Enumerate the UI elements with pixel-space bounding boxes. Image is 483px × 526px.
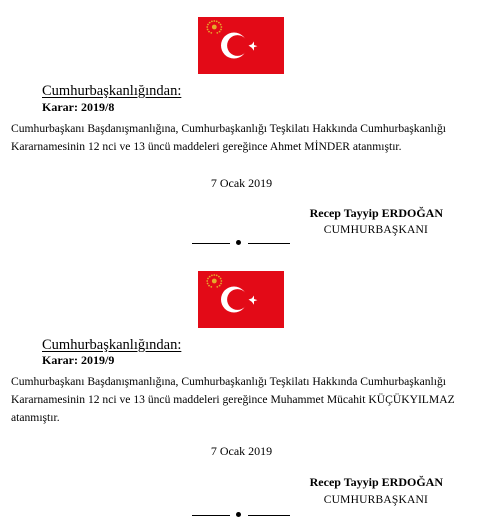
decision-date: 7 Ocak 2019 [210,176,273,190]
signer-title: CUMHURBAŞKANI [323,494,428,506]
turkish-presidential-flag-icon [198,271,284,328]
decision-body: Cumhurbaşkanı Başdanışmanlığına, Cumhurbaşkanlığı Teşkilatı Hakkında Cumhurbaşkanlığı Kararnamesinin 12 nci ve 13 üncü maddeleri gereğince Muhammet Mücahit KÜÇÜKYILMAZ atanmıştır. [11,375,455,424]
issuer-heading: Cumhurbaşkanlığından: [42,83,182,99]
signer-title: CUMHURBAŞKANI [323,224,428,236]
signer-name: Recep Tayyip ERDOĞAN [309,206,443,220]
separator-line-right [248,515,290,516]
decision-number: Karar: 2019/8 [42,100,115,114]
section-separator [192,510,290,520]
separator-dot [236,512,241,517]
issuer-heading: Cumhurbaşkanlığından: [42,337,182,353]
decision-number: Karar: 2019/9 [42,353,115,367]
separator-line-left [192,515,230,516]
decision-body: Cumhurbaşkanı Başdanışmanlığına, Cumhurbaşkanlığı Teşkilatı Hakkında Cumhurbaşkanlığı Kararnamesinin 12 nci ve 13 üncü maddeleri gereğince Ahmet MİNDER atanmıştır. [11,122,446,153]
decision-date: 7 Ocak 2019 [210,444,273,458]
signer-name: Recep Tayyip ERDOĞAN [309,475,443,489]
